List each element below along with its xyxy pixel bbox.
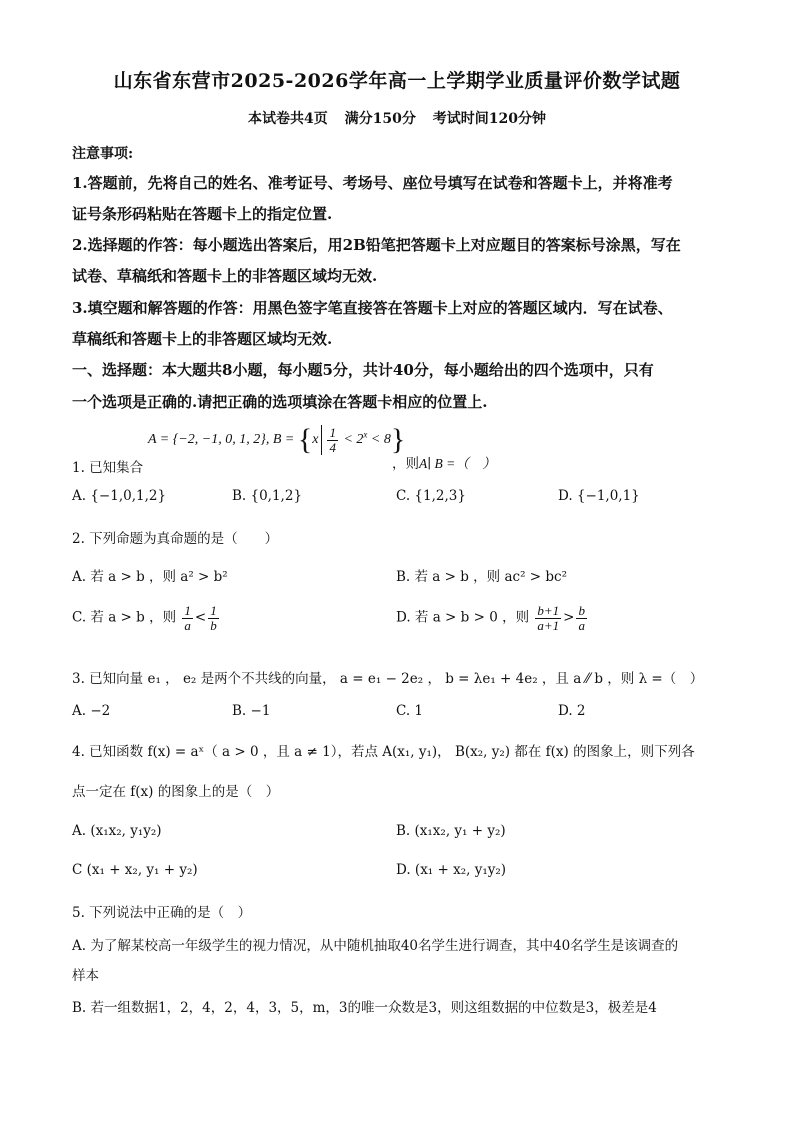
exam-title: 山东省东营市2025-2026学年高一上学期学业质量评价数学试题	[113, 70, 681, 92]
q5-option-a-line-1[interactable]: A. 为了解某校高一年级学生的视力情况，从中随机抽取40名学生进行调查，其中40名学生是该调查的	[72, 938, 679, 954]
q1-set-definition: A = {−2, −1, 0, 1, 2}, B = {x $\frac{1}{4}$ < $2^x < 8$}	[148, 423, 406, 456]
q1-option-c[interactable]: C. {1,2,3}	[396, 488, 466, 504]
q2-option-c[interactable]: C. 若 a > b ，则 $\frac{1}{a}$ < $\frac{1}{b}$	[72, 603, 217, 633]
q5-option-a-line-2[interactable]: 样本	[72, 968, 99, 984]
q3-stem: 3. 已知向量 e₁ ， e₂ 是两个不共线的向量， a = e₁ − 2e₂ ， b = λe₁ + 4e₂ ，且 a ⁄⁄ b ，则 λ =（ ）	[72, 671, 704, 687]
q4-option-d[interactable]: D. (x₁ + x₂, y₁y₂)	[396, 862, 507, 878]
notice-item-2-line-1: 2.选择题的作答：每小题选出答案后，用2B铅笔把答题卡上对应题目的答案标号涂黑，写在	[72, 236, 681, 254]
notice-item-3-line-2: 草稿纸和答题卡上的非答题区域均无效.	[72, 330, 333, 348]
full-score: 满分150分	[344, 111, 416, 127]
section-1-line-1: 一、选择题：本大题共8小题，每小题5分，共计40分，每小题给出的四个选项中，只有	[72, 361, 654, 379]
q4-option-c[interactable]: C (x₁ + x₂, y₁ + y₂)	[72, 862, 198, 878]
notice-item-2-line-2: 试卷、草稿纸和答题卡上的非答题区域均无效.	[72, 267, 378, 285]
notice-heading: 注意事项:	[72, 146, 134, 162]
notice-item-1-line-2: 证号条形码粘贴在答题卡上的指定位置.	[72, 205, 333, 223]
section-1-line-2: 一个选项是正确的.请把正确的选项填涂在答题卡相应的位置上.	[72, 393, 488, 411]
q2-option-b[interactable]: B. 若 a > b ，则 ac² > bc²	[396, 569, 567, 585]
q1-ask: ，则A∣ B =（ ）	[392, 456, 496, 472]
q4-option-a[interactable]: A. (x₁x₂, y₁y₂)	[72, 823, 162, 839]
q2-option-d[interactable]: D. 若 a > b > 0 ，则 $\frac{b+1}{a+1}$ > $\frac{b}{a}$	[396, 603, 585, 633]
q2-option-a[interactable]: A. 若 a > b ，则 a² > b²	[72, 569, 228, 585]
exam-subtitle	[0, 108, 794, 128]
q3-option-c[interactable]: C. 1	[396, 703, 424, 719]
notice-item-1-line-1: 1.答题前，先将自己的姓名、准考证号、考场号、座位号填写在试卷和答题卡上，并将准考	[72, 174, 673, 192]
exam-time: 考试时间120分钟	[432, 111, 546, 127]
q2-stem: 2. 下列命题为真命题的是（ ）	[72, 531, 279, 547]
q5-stem: 5. 下列说法中正确的是（ ）	[72, 905, 252, 921]
q5-option-b[interactable]: B. 若一组数据1，2，4，2，4，3，5，m，3的唯一众数是3，则这组数据的中位数是3，极差是4	[72, 1000, 657, 1016]
q4-stem-line-1: 4. 已知函数 f(x) = aˣ（ a > 0 ，且 a ≠ 1），若点 A(x₁, y₁)， B(x₂, y₂) 都在 f(x) 的图象上，则下列各	[72, 744, 695, 760]
q1-option-d[interactable]: D. {−1,0,1}	[558, 488, 640, 504]
q1-option-b[interactable]: B. {0,1,2}	[232, 488, 303, 504]
q3-option-a[interactable]: A. −2	[72, 703, 111, 719]
q4-stem-line-2: 点一定在 f(x) 的图象上的是（ ）	[72, 784, 280, 800]
q1-option-a[interactable]: A. {−1,0,1,2}	[72, 488, 167, 504]
q3-option-b[interactable]: B. −1	[232, 703, 271, 719]
q4-option-b[interactable]: B. (x₁x₂, y₁ + y₂)	[396, 823, 506, 839]
q3-option-d[interactable]: D. 2	[558, 703, 586, 719]
page-count: 本试卷共4页	[248, 111, 328, 127]
q1-stem: 1. 已知集合	[72, 460, 144, 476]
notice-item-3-line-1: 3.填空题和解答题的作答：用黑色签字笔直接答在答题卡上对应的答题区域内．写在试卷、	[72, 299, 673, 317]
